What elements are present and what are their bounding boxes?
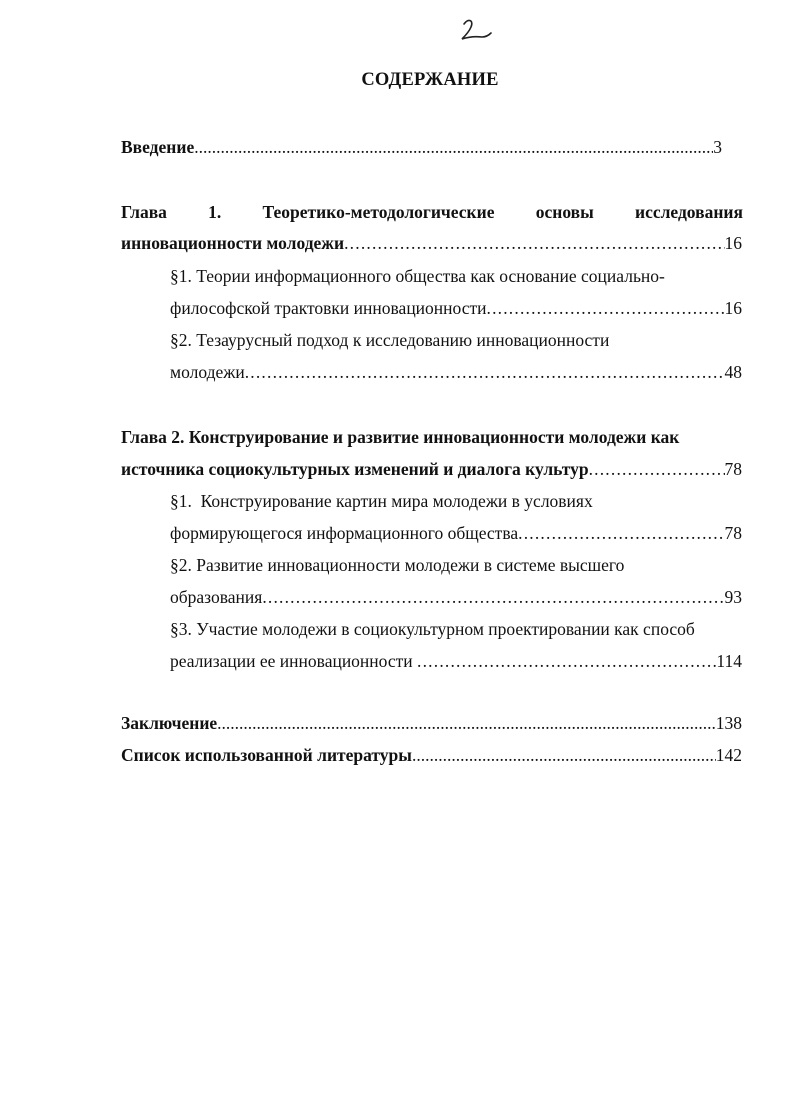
toc-section-2-2-line1[interactable] xyxy=(170,552,750,578)
toc-entry-label: источника социокультурных изменений и диалога культур xyxy=(121,459,589,479)
toc-section-1-2-line2[interactable] xyxy=(170,359,742,385)
toc-section-text: §2. Развитие инновационности молодежи в системе высшего xyxy=(170,555,625,575)
toc-entry-label: инновационности молодежи xyxy=(121,233,345,253)
dot-leader xyxy=(217,710,716,736)
dot-leader xyxy=(487,295,725,321)
toc-section-text: §1. Теории информационного общества как основание социально- xyxy=(170,266,665,286)
toc-entry-label: Заключение xyxy=(121,713,218,733)
toc-entry-page: 138 xyxy=(715,713,742,733)
toc-entry-page: 142 xyxy=(715,745,742,765)
toc-section-text: §2. Тезаурусный подход к исследованию инновационности xyxy=(170,330,610,350)
toc-entry-intro[interactable] xyxy=(121,134,722,160)
toc-chapter-title: Глава 2. Конструирование и развитие инновационности молодежи как xyxy=(121,427,680,447)
chapter1-word: Теоретико-методологические xyxy=(262,202,495,222)
toc-section-text: §3. Участие молодежи в социокультурном проектировании как способ xyxy=(170,619,695,639)
toc-entry-page: 93 xyxy=(724,587,742,607)
toc-section-1-1-line1[interactable] xyxy=(170,263,750,289)
toc-entry-page: 16 xyxy=(724,233,742,253)
toc-section-text: §1. Конструирование картин мира молодежи в условиях xyxy=(170,491,593,511)
toc-chapter2-heading[interactable] xyxy=(121,424,761,450)
toc-section-2-3-line2[interactable] xyxy=(170,648,742,674)
toc-section-2-2-line2[interactable] xyxy=(170,584,742,610)
handwritten-page-number xyxy=(456,16,496,46)
dot-leader xyxy=(344,230,724,256)
toc-entry-conclusion[interactable] xyxy=(121,710,742,736)
dot-leader xyxy=(245,359,725,385)
page-number-text xyxy=(456,16,465,37)
toc-entry-page: 78 xyxy=(724,459,742,479)
toc-entry-page: 16 xyxy=(724,298,742,318)
toc-section-2-1-line1[interactable] xyxy=(170,488,750,514)
page-title: СОДЕРЖАНИЕ xyxy=(361,70,499,90)
chapter1-word: Глава xyxy=(121,202,167,222)
chapter1-word: 1. xyxy=(208,202,222,222)
toc-entry-label: Введение xyxy=(121,137,195,157)
dot-leader xyxy=(412,742,716,768)
toc-entry-page: 48 xyxy=(724,362,742,382)
toc-chapter2-line2[interactable] xyxy=(121,456,742,482)
chapter1-word: основы xyxy=(535,202,594,222)
toc-entry-label: Список использованной литературы xyxy=(121,745,412,765)
chapter1-word: исследования xyxy=(634,202,743,222)
toc-section-2-3-line1[interactable] xyxy=(170,616,760,642)
toc-entry-page: 3 xyxy=(713,137,722,157)
toc-entry-label: философской трактовки инновационности xyxy=(170,298,487,318)
toc-chapter1-heading[interactable] xyxy=(121,199,743,225)
dot-leader xyxy=(518,520,724,546)
toc-entry-page: 78 xyxy=(724,523,742,543)
toc-entry-label: реализации ее инновационности xyxy=(170,651,418,671)
toc-section-1-2-line1[interactable] xyxy=(170,327,750,353)
toc-entry-page: 114 xyxy=(716,651,742,671)
toc-entry-bibliography[interactable] xyxy=(121,742,742,768)
toc-chapter1-line2[interactable] xyxy=(121,230,742,256)
dot-leader xyxy=(589,456,725,482)
toc-entry-label: молодежи xyxy=(170,362,245,382)
toc-section-2-1-line2[interactable] xyxy=(170,520,742,546)
dot-leader xyxy=(417,648,716,674)
dot-leader xyxy=(262,584,724,610)
dot-leader xyxy=(194,134,713,160)
toc-entry-label: образования xyxy=(170,587,263,607)
toc-section-1-1-line2[interactable] xyxy=(170,295,742,321)
toc-entry-label: формирующегося информационного общества xyxy=(170,523,519,543)
